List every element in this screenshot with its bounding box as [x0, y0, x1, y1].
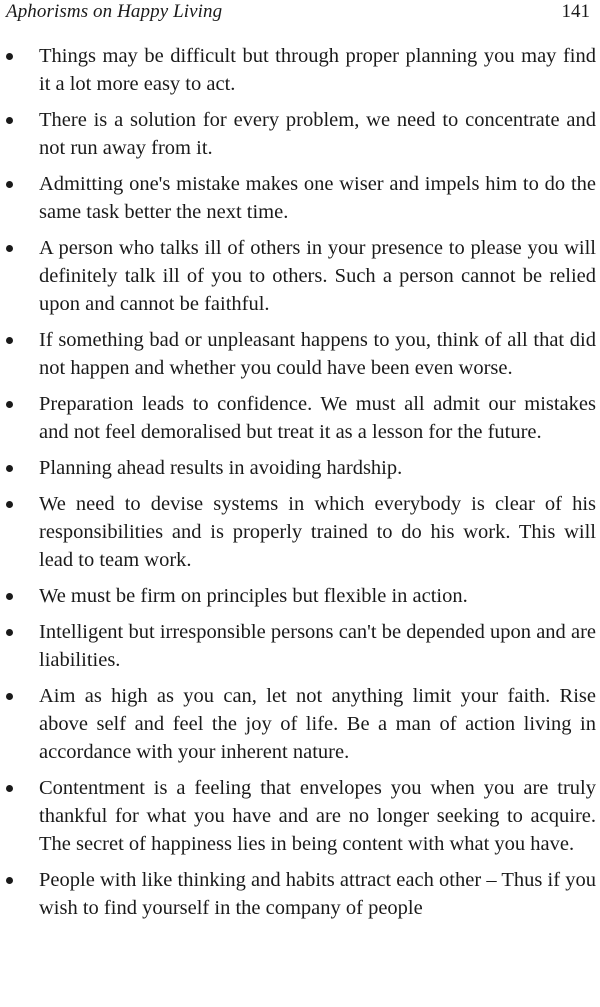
- bullet-icon: [6, 877, 13, 884]
- bullet-icon: [6, 53, 13, 60]
- bullet-icon: [6, 181, 13, 188]
- aphorism-item: [0, 582, 600, 610]
- aphorism-item: [0, 682, 600, 766]
- aphorism-item: [0, 42, 600, 98]
- aphorism-item: [0, 774, 600, 858]
- aphorism-text: Preparation leads to confidence. We must all admit our mistakes and not feel demoralised but treat it as a lesson for the future.: [39, 393, 596, 443]
- aphorism-text: Admitting one's mistake makes one wiser and impels him to do the same task better the next time.: [39, 173, 596, 223]
- aphorism-text: Planning ahead results in avoiding hardship.: [39, 457, 403, 479]
- aphorism-item: [0, 170, 600, 226]
- aphorism-text: We need to devise systems in which everybody is clear of his responsibilities and is properly trained to do his work. This will lead to team work.: [39, 493, 596, 571]
- aphorism-item: [0, 866, 600, 922]
- bullet-icon: [6, 785, 13, 792]
- bullet-icon: [6, 465, 13, 472]
- aphorism-text: We must be firm on principles but flexible in action.: [39, 585, 468, 607]
- aphorism-text: People with like thinking and habits attract each other – Thus if you wish to find yourself in the company of people: [39, 869, 596, 919]
- aphorism-item: [0, 454, 600, 482]
- aphorism-item: [0, 234, 600, 318]
- bullet-icon: [6, 593, 13, 600]
- aphorism-item: [0, 618, 600, 674]
- aphorism-text: A person who talks ill of others in your presence to please you will definitely talk ill of you to others. Such a person cannot be relied upon and cannot be faithful.: [39, 237, 596, 315]
- running-title: Aphorisms on Happy Living: [6, 1, 223, 22]
- aphorism-text: Aim as high as you can, let not anything limit your faith. Rise above self and feel the joy of life. Be a man of action living in accordance with your inherent nature.: [39, 685, 596, 763]
- running-header: [4, 0, 596, 30]
- aphorism-item: [0, 106, 600, 162]
- bullet-icon: [6, 693, 13, 700]
- aphorism-text: There is a solution for every problem, we need to concentrate and not run away from it.: [39, 109, 596, 159]
- bullet-icon: [6, 401, 13, 408]
- bullet-icon: [6, 629, 13, 636]
- bullet-icon: [6, 337, 13, 344]
- aphorism-item: [0, 490, 600, 574]
- aphorism-text: Contentment is a feeling that envelopes you when you are truly thankful for what you have and are no longer seeking to acquire. The secret of happiness lies in being content with what you have.: [39, 777, 596, 855]
- bullet-icon: [6, 501, 13, 508]
- aphorism-text: If something bad or unpleasant happens to you, think of all that did not happen and whether you could have been even worse.: [39, 329, 596, 379]
- aphorism-item: [0, 390, 600, 446]
- aphorism-list: [0, 42, 600, 930]
- aphorism-text: Things may be difficult but through proper planning you may find it a lot more easy to act.: [39, 45, 596, 95]
- page-number: 141: [561, 1, 590, 22]
- aphorism-item: [0, 326, 600, 382]
- aphorism-text: Intelligent but irresponsible persons can't be depended upon and are liabilities.: [39, 621, 596, 671]
- bullet-icon: [6, 245, 13, 252]
- bullet-icon: [6, 117, 13, 124]
